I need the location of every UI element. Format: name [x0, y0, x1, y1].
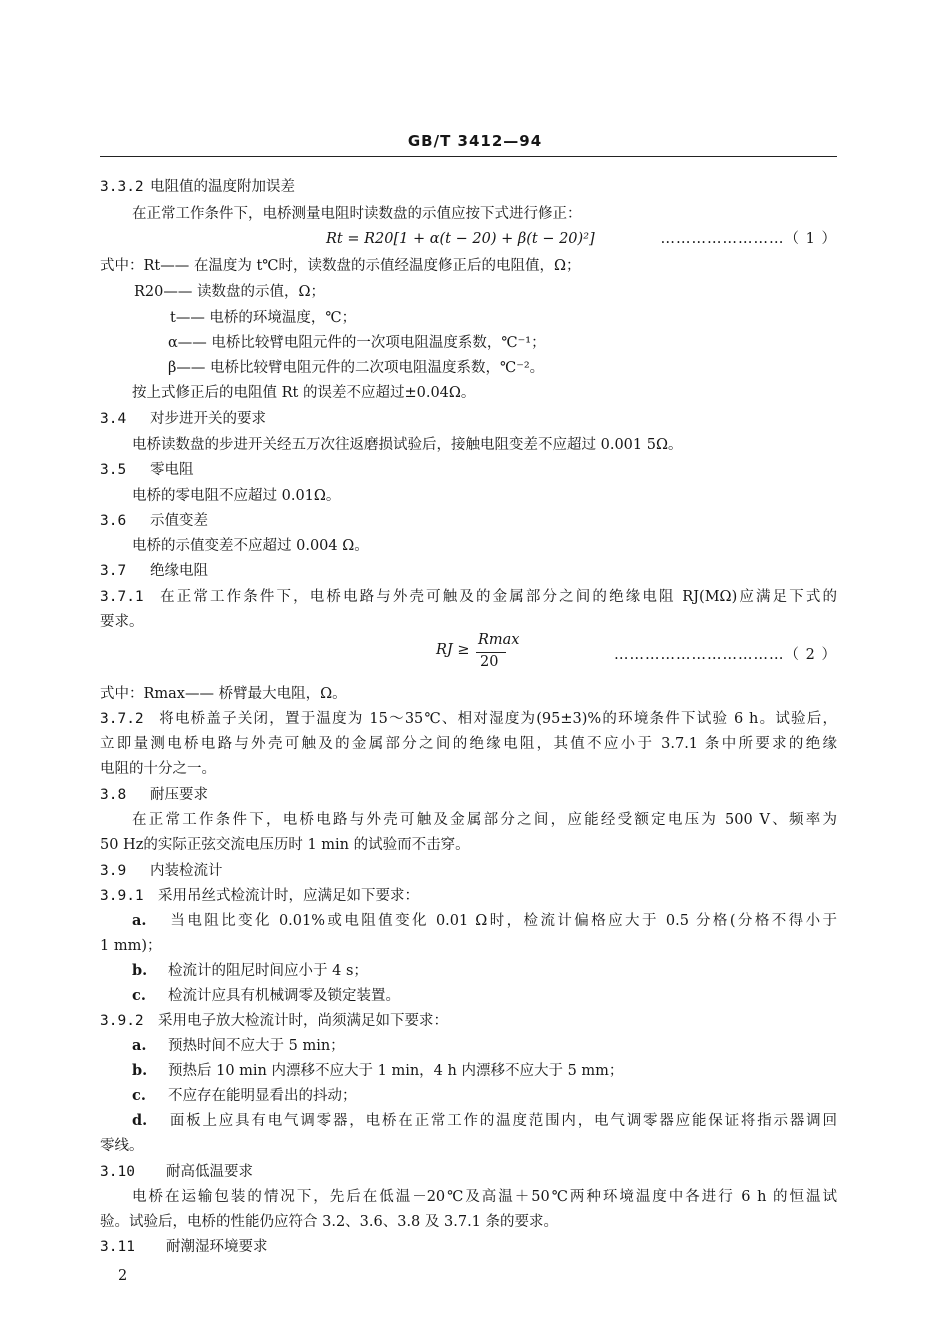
paragraph: 电桥在运输包装的情况下，先后在低温－20℃及高温＋50℃两种环境温度中各进行 6 h 的恒温试	[132, 1189, 837, 1205]
subsection-3-9-2: 3.9.2 采用电子放大检流计时，尚须满足如下要求：	[100, 1013, 448, 1029]
header-rule	[100, 156, 837, 157]
paragraph: 3.7.2 将电桥盖子关闭，置于温度为 15～35℃、相对湿度为(95±3)%的环境条件下试验 6 h。试验后，	[100, 711, 837, 727]
section-heading-3-4: 3.4 对步进开关的要求	[100, 411, 266, 427]
list-item: a. 预热时间不应大于 5 min；	[132, 1037, 345, 1054]
where-line: α—— 电桥比较臂电阻元件的一次项电阻温度系数，℃⁻¹；	[168, 335, 546, 351]
list-item: b. 检流计的阻尼时间应小于 4 s；	[132, 962, 368, 979]
where-line: β—— 电桥比较臂电阻元件的二次项电阻温度系数，℃⁻²。	[168, 360, 545, 376]
paragraph-continuation: 要求。	[100, 614, 144, 630]
list-item-continuation: 1 mm)；	[100, 938, 162, 954]
paragraph: 在正常工作条件下，电桥电路与外壳可触及金属部分之间，应能经受额定电压为 500 V、频率为	[132, 812, 837, 828]
paragraph: 电桥的示值变差不应超过 0.004 Ω。	[132, 538, 369, 554]
paragraph: 在正常工作条件下，电桥测量电阻时读数盘的示值应按下式进行修正：	[132, 206, 582, 222]
equation-number-2: ……………………………（ 2 ）	[614, 647, 837, 663]
section-heading-3-6: 3.6 示值变差	[100, 513, 208, 529]
section-heading-3-5: 3.5 零电阻	[100, 462, 194, 478]
where-line: R20—— 读数盘的示值，Ω；	[134, 284, 325, 300]
formula-denominator: 20	[480, 654, 499, 670]
where-line: 式中：Rmax—— 桥臂最大电阻，Ω。	[100, 686, 347, 702]
formula-2	[430, 632, 540, 676]
paragraph: 3.7.1 在正常工作条件下，电桥电路与外壳可触及的金属部分之间的绝缘电阻 RJ(MΩ)应满足下式的	[100, 589, 837, 605]
formula-lhs: RJ ≥	[436, 642, 470, 658]
list-item: c. 检流计应具有机械调零及锁定装置。	[132, 987, 400, 1004]
section-heading-3-8: 3.8 耐压要求	[100, 787, 208, 803]
section-heading-3-3-2: 3.3.2 电阻值的温度附加误差	[100, 179, 295, 195]
list-item: b. 预热后 10 min 内漂移不应大于 1 min，4 h 内漂移不应大于 5 mm；	[132, 1062, 624, 1079]
section-heading-3-9: 3.9 内装检流计	[100, 863, 223, 879]
paragraph: 电桥的零电阻不应超过 0.01Ω。	[132, 488, 341, 504]
page-number: 2	[118, 1268, 128, 1284]
fraction-bar	[476, 652, 506, 653]
paragraph: 按上式修正后的电阻值 Rt 的误差不应超过±0.04Ω。	[132, 385, 476, 401]
where-line: t—— 电桥的环境温度，℃；	[170, 310, 357, 326]
paragraph-continuation: 立即量测电桥电路与外壳可触及的金属部分之间的绝缘电阻，其值不应小于 3.7.1 条中所要求的绝缘	[100, 736, 837, 752]
list-item: d. 面板上应具有电气调零器，电桥在正常工作的温度范围内，电气调零器应能保证将指示器调回	[132, 1112, 837, 1129]
list-item: a. 当电阻比变化 0.01%或电阻值变化 0.01 Ω时，检流计偏格应大于 0.5 分格(分格不得小于	[132, 912, 837, 929]
paragraph-continuation: 验。试验后，电桥的性能仍应符合 3.2、3.6、3.8 及 3.7.1 条的要求。	[100, 1214, 559, 1230]
paragraph-continuation: 电阻的十分之一。	[100, 761, 216, 777]
section-heading-3-11: 3.11 耐潮湿环境要求	[100, 1239, 268, 1255]
list-item: c. 不应存在能明显看出的抖动；	[132, 1087, 357, 1104]
section-heading-3-7: 3.7 绝缘电阻	[100, 563, 208, 579]
equation-number-1: ……………………（ 1 ）	[660, 231, 837, 247]
paragraph: 电桥读数盘的步进开关经五万次往返磨损试验后，接触电阻变差不应超过 0.001 5Ω。	[132, 437, 683, 453]
subsection-3-9-1: 3.9.1 采用吊丝式检流计时，应满足如下要求：	[100, 888, 419, 904]
list-item-continuation: 零线。	[100, 1138, 144, 1154]
formula-1: Rt = R20[1 + α(t − 20) + β(t − 20)²]	[326, 231, 595, 247]
standard-code-header: GB/T 3412—94	[407, 132, 543, 150]
where-line: 式中：Rt—— 在温度为 t℃时，读数盘的示值经温度修正后的电阻值，Ω；	[100, 258, 581, 274]
formula-numerator: Rmax	[478, 632, 520, 648]
paragraph-continuation: 50 Hz的实际正弦交流电压历时 1 min 的试验而不击穿。	[100, 837, 470, 853]
section-heading-3-10: 3.10 耐高低温要求	[100, 1164, 253, 1180]
